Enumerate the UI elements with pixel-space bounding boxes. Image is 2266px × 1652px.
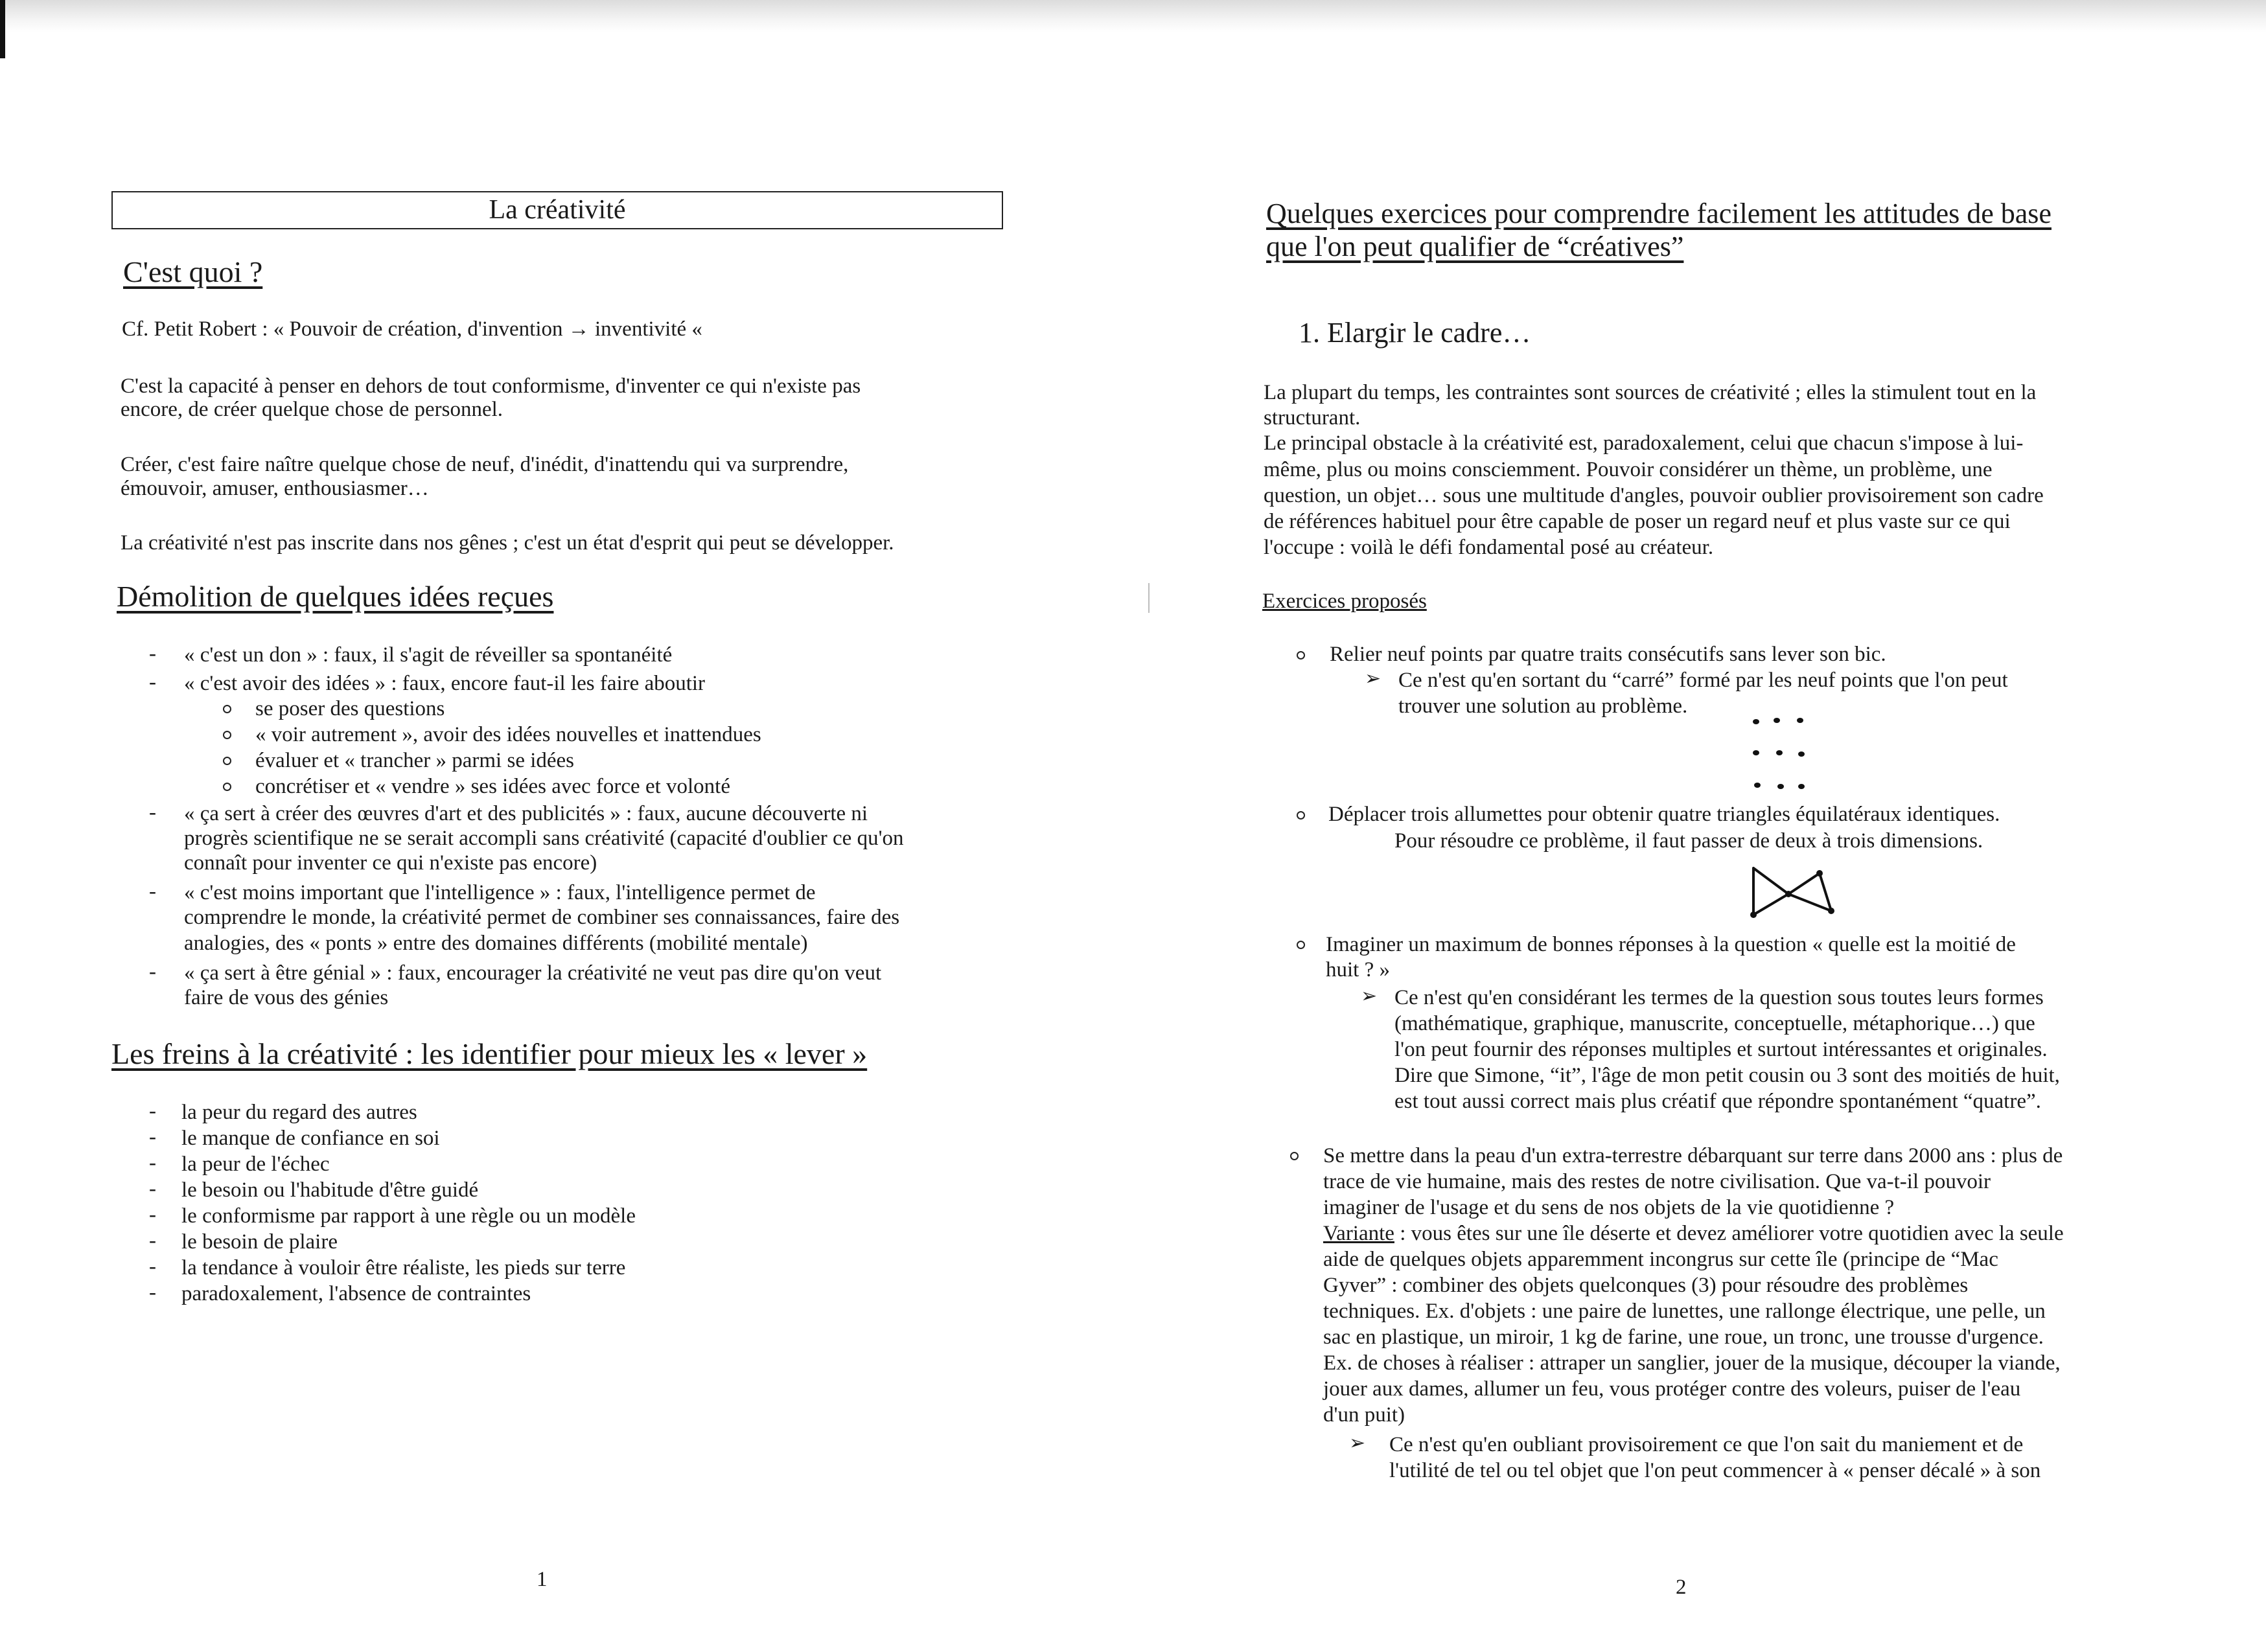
bullet-circle	[223, 783, 231, 791]
bullet-dash: -	[149, 1255, 156, 1278]
exercise-note: est tout aussi correct mais plus créatif que répondre spontanément “quatre”.	[1394, 1090, 2041, 1113]
exercise-text: Imaginer un maximum de bonnes réponses à la question « quelle est la moitié de	[1326, 933, 2016, 956]
list-item-line: « ça sert à créer des œuvres d'art et des publicités » : faux, aucune découverte ni	[184, 802, 868, 825]
bullet-circle	[1297, 811, 1305, 820]
intro-line: même, plus ou moins consciemment. Pouvoir considérer un thème, un problème, une	[1264, 458, 1993, 481]
intro-line: l'occupe : voilà le défi fondamental posé au créateur.	[1264, 536, 1714, 559]
exercises-heading: Exercices proposés	[1262, 590, 1427, 613]
paragraph-line: encore, de créer quelque chose de personnel.	[121, 398, 503, 421]
bullet-dash: -	[149, 1229, 156, 1252]
list-item-line: progrès scientifique ne se serait accompli sans créativité (capacité d'oublier ce qu'on	[184, 827, 904, 850]
section-heading-brakes: Les freins à la créativité : les identifier pour mieux les « lever »	[111, 1037, 868, 1070]
list-item-line: comprendre le monde, la créativité permet de combiner ses connaissances, faire des	[184, 906, 900, 929]
matchsticks-figure	[1748, 862, 1839, 924]
bullet-circle	[1297, 651, 1305, 660]
variante-line: sac en plastique, un miroir, 1 kg de farine, une roue, un tronc, une trousse d'urgence.	[1323, 1325, 2044, 1349]
definition-text: Cf. Petit Robert : « Pouvoir de création, d'invention → inventivité «	[122, 317, 702, 341]
bullet-dash: -	[149, 1151, 156, 1175]
list-item: la tendance à vouloir être réaliste, les pieds sur terre	[181, 1256, 626, 1279]
exercise-note: Ce n'est qu'en oubliant provisoirement ce que l'on sait du maniement et de	[1389, 1433, 2024, 1456]
arrow-bullet-icon: ➢	[1361, 985, 1378, 1007]
sub-list-item: évaluer et « trancher » parmi se idées	[255, 749, 575, 772]
list-item: le manque de confiance en soi	[181, 1127, 440, 1150]
list-item-line: faire de vous des génies	[184, 986, 389, 1009]
list-item: paradoxalement, l'absence de contraintes	[181, 1282, 531, 1305]
section-heading-what: C'est quoi ?	[123, 255, 263, 288]
paragraph-line: Créer, c'est faire naître quelque chose de neuf, d'inédit, d'inattendu qui va surprendre,	[121, 453, 849, 476]
exercise-text: Déplacer trois allumettes pour obtenir quatre triangles équilatéraux identiques.	[1328, 803, 2000, 826]
list-item: le besoin ou l'habitude d'être guidé	[181, 1178, 479, 1202]
exercise-note: (mathématique, graphique, manuscrite, conceptuelle, métaphorique…) que	[1394, 1012, 2035, 1035]
bullet-dash: -	[149, 1125, 156, 1149]
sub-list-item: concrétiser et « vendre » ses idées avec force et volonté	[255, 775, 730, 798]
arrow-bullet-icon: ➢	[1365, 668, 1382, 689]
exercise-note: trouver une solution au problème.	[1398, 694, 1688, 718]
bullet-dash: -	[149, 1099, 156, 1123]
variante-line: Gyver” : combiner des objets quelconques (3) pour résoudre des problèmes	[1323, 1274, 1969, 1297]
page-number: 1	[537, 1568, 548, 1591]
document-title-line: Quelques exercices pour comprendre facilement les attitudes de base	[1266, 198, 2052, 229]
variante-line: Ex. de choses à réaliser : attraper un sanglier, jouer de la musique, découper la viande,	[1323, 1351, 2061, 1375]
exercise-text: imaginer de l'usage et du sens de nos objets de la vie quotidienne ?	[1323, 1196, 1895, 1219]
paragraph-line: La créativité n'est pas inscrite dans nos gênes ; c'est un état d'esprit qui peut se développer.	[121, 531, 894, 555]
exercise-text: Relier neuf points par quatre traits consécutifs sans lever son bic.	[1330, 643, 1886, 666]
exercise-text: Se mettre dans la peau d'un extra-terrestre débarquant sur terre dans 2000 ans : plus de	[1323, 1144, 2063, 1167]
bullet-dash: -	[149, 642, 156, 665]
list-item-line: connaît pour inventer ce qui n'existe pas encore)	[184, 851, 597, 875]
paragraph-line: C'est la capacité à penser en dehors de tout conformisme, d'inventer ce qui n'existe pas	[121, 374, 861, 398]
list-item-line: « ça sert à être génial » : faux, encourager la créativité ne veut pas dire qu'on veut	[184, 961, 882, 985]
section-heading-ideas: Démolition de quelques idées reçues	[117, 580, 554, 613]
intro-line: Le principal obstacle à la créativité est, paradoxalement, celui que chacun s'impose à lui-	[1264, 431, 2024, 455]
intro-line: La plupart du temps, les contraintes sont sources de créativité ; elles la stimulent tout en la	[1264, 381, 2037, 404]
variante-line: techniques. Ex. d'objets : une paire de lunettes, une rallonge électrique, une pelle, un	[1323, 1300, 2046, 1323]
intro-line: structurant.	[1264, 406, 1361, 430]
bullet-dash: -	[149, 1203, 156, 1226]
list-item: le conformisme par rapport à une règle ou un modèle	[181, 1204, 636, 1228]
sub-list-item: « voir autrement », avoir des idées nouvelles et inattendues	[255, 723, 761, 746]
variante-text: : vous êtes sur une île déserte et devez améliorer votre quotidien avec la seule	[1394, 1222, 2064, 1245]
intro-line: de références habituel pour être capable de poser un regard neuf et plus vaste sur ce qui	[1264, 510, 2011, 533]
list-item: « c'est avoir des idées » : faux, encore faut-il les faire aboutir	[184, 672, 706, 695]
variante-line: jouer aux dames, allumer un feu, vous protéger contre des voleurs, puiser de l'eau	[1323, 1377, 2021, 1401]
sub-list-item: se poser des questions	[255, 697, 445, 720]
right-page	[1133, 0, 2266, 1652]
document-title-line: que l'on peut qualifier de “créatives”	[1266, 231, 1684, 262]
exercise-note: Ce n'est qu'en sortant du “carré” formé par les neuf points que l'on peut	[1398, 669, 2008, 692]
bullet-dash: -	[149, 671, 156, 694]
intro-line: question, un objet… sous une multitude d'angles, pouvoir oublier provisoirement son cadre	[1264, 484, 2044, 507]
bullet-circle	[223, 731, 231, 739]
exercise-note: l'on peut fournir des réponses multiples et surtout intéressantes et originales.	[1394, 1038, 2048, 1061]
variante-line: d'un puit)	[1323, 1403, 1405, 1427]
bullet-dash: -	[149, 960, 156, 983]
nine-dots-figure	[1748, 714, 1826, 794]
variante-label: Variante	[1323, 1222, 1394, 1245]
bullet-dash: -	[149, 801, 156, 824]
list-item: la peur du regard des autres	[181, 1101, 417, 1124]
exercise-note: Ce n'est qu'en considérant les termes de la question sous toutes leurs formes	[1394, 986, 2044, 1009]
exercise-note: Dire que Simone, “it”, l'âge de mon petit cousin ou 3 sont des moitiés de huit,	[1394, 1064, 2060, 1087]
variante-line	[1323, 1221, 2064, 1246]
section-heading: 1. Elargir le cadre…	[1299, 317, 1531, 349]
list-item: « c'est un don » : faux, il s'agit de réveiller sa spontanéité	[184, 643, 673, 667]
bullet-dash: -	[149, 1281, 156, 1304]
list-item: la peur de l'échec	[181, 1153, 330, 1176]
page-title: La créativité	[111, 191, 1003, 229]
bullet-dash: -	[149, 1177, 156, 1200]
exercise-note: l'utilité de tel ou tel objet que l'on peut commencer à « penser décalé » à son	[1389, 1459, 2041, 1482]
page-number: 2	[1676, 1576, 1687, 1599]
exercise-text: trace de vie humaine, mais des restes de notre civilisation. Que va-t-il pouvoir	[1323, 1170, 1991, 1193]
arrow-bullet-icon: ➢	[1349, 1432, 1366, 1454]
paragraph-line: émouvoir, amuser, enthousiasmer…	[121, 477, 429, 500]
bullet-circle	[1297, 941, 1305, 949]
bullet-circle	[223, 705, 231, 713]
list-item-line: « c'est moins important que l'intelligence » : faux, l'intelligence permet de	[184, 881, 816, 904]
bullet-circle	[1290, 1152, 1299, 1160]
list-item: le besoin de plaire	[181, 1230, 338, 1254]
variante-line: aide de quelques objets apparemment incongrus sur cette île (principe de “Mac	[1323, 1248, 1998, 1271]
bullet-dash: -	[149, 880, 156, 903]
exercise-note: Pour résoudre ce problème, il faut passer de deux à trois dimensions.	[1394, 829, 1983, 853]
exercise-text: huit ? »	[1326, 958, 1390, 981]
list-item-line: analogies, des « ponts » entre des domaines différents (mobilité mentale)	[184, 932, 808, 955]
bullet-circle	[223, 757, 231, 765]
